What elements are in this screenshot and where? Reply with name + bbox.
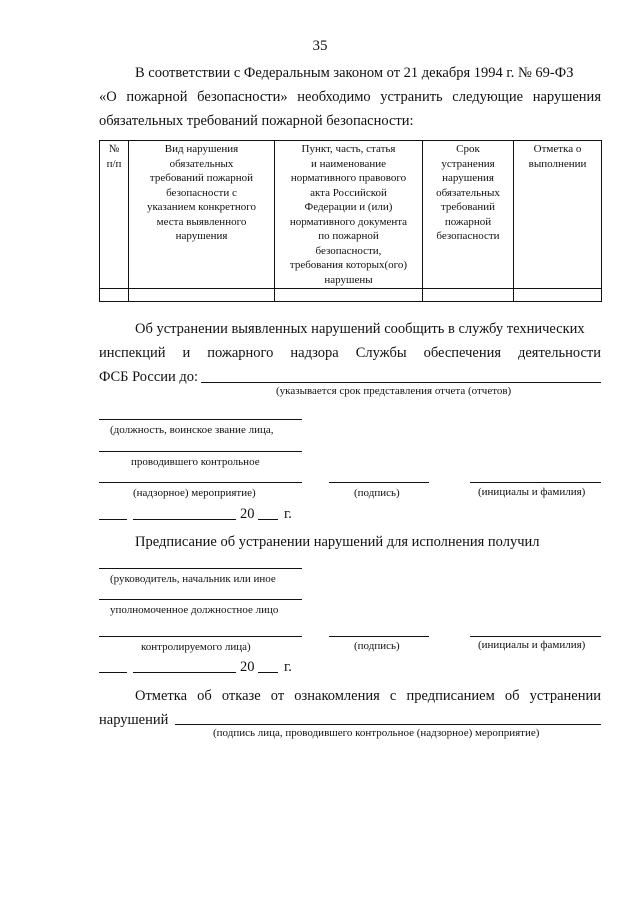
- report-deadline-caption: (указывается срок представления отчета (отчетов): [276, 385, 512, 397]
- header-violation-type: Вид нарушения обязательных требований пожарной безопасности с указанием конкретного места выявленного нарушения: [129, 141, 275, 289]
- recipient-position-field-2[interactable]: [99, 599, 302, 600]
- inspector-signature-caption: (подпись): [354, 487, 400, 499]
- refusal-line-1: Отметка об отказе от ознакомления с предписанием об устранении: [135, 688, 601, 704]
- report-line-1: Об устранении выявленных нарушений сообщить в службу технических: [135, 321, 585, 337]
- table-cell-empty[interactable]: [100, 289, 129, 302]
- table-cell-empty[interactable]: [423, 289, 514, 302]
- inspector-name-caption: (инициалы и фамилия): [478, 486, 586, 498]
- inspector-date-day-field[interactable]: [99, 519, 127, 520]
- recipient-position-field-3[interactable]: [99, 636, 302, 637]
- inspector-date-month-field[interactable]: [133, 519, 236, 520]
- recipient-date-suffix: г.: [284, 659, 292, 675]
- report-deadline-field[interactable]: [201, 382, 601, 383]
- recipient-date-month-field[interactable]: [133, 672, 236, 673]
- table-cell-empty[interactable]: [514, 289, 602, 302]
- header-completion-mark: Отметка о выполнении: [514, 141, 602, 289]
- inspector-position-field-1[interactable]: [99, 419, 302, 420]
- table-header-row: [100, 141, 602, 289]
- intro-line-3: обязательных требований пожарной безопасности:: [99, 113, 414, 129]
- recipient-date-year-field[interactable]: [258, 672, 278, 673]
- inspector-caption-1: (должность, воинское звание лица,: [110, 424, 274, 436]
- recipient-name-field[interactable]: [470, 636, 601, 637]
- inspector-signature-field[interactable]: [329, 482, 429, 483]
- inspector-date-year-field[interactable]: [258, 519, 278, 520]
- intro-line-1: В соответствии с Федеральным законом от 21 декабря 1994 г. № 69-ФЗ: [135, 65, 574, 81]
- inspector-date-suffix: г.: [284, 506, 292, 522]
- inspector-position-field-2[interactable]: [99, 451, 302, 452]
- inspector-caption-2: проводившего контрольное: [131, 456, 260, 468]
- recipient-position-field-1[interactable]: [99, 568, 302, 569]
- received-title: Предписание об устранении нарушений для исполнения получил: [135, 534, 540, 550]
- report-line-3: ФСБ России до:: [99, 369, 199, 385]
- violations-table: [99, 140, 602, 302]
- header-legal-act: Пункт, часть, статья и наименование нормативного правового акта Российской Федерации и (или) нормативного документа по пожарной безопасности, требования которых(ого) нарушены: [275, 141, 423, 289]
- inspector-caption-3: (надзорное) мероприятие): [133, 487, 256, 499]
- report-line-2: инспекций и пожарного надзора Службы обеспечения деятельности: [99, 345, 601, 361]
- table-cell-empty[interactable]: [275, 289, 423, 302]
- table-cell-empty[interactable]: [129, 289, 275, 302]
- recipient-date-year-prefix: 20: [240, 659, 255, 675]
- recipient-signature-field[interactable]: [329, 636, 429, 637]
- header-deadline: Срок устранения нарушения обязательных требований пожарной безопасности: [423, 141, 514, 289]
- recipient-signature-caption: (подпись): [354, 640, 400, 652]
- recipient-name-caption: (инициалы и фамилия): [478, 639, 586, 651]
- inspector-position-field-3[interactable]: [99, 482, 302, 483]
- recipient-caption-2: уполномоченное должностное лицо: [110, 604, 279, 616]
- inspector-name-field[interactable]: [470, 482, 601, 483]
- recipient-caption-1: (руководитель, начальник или иное: [110, 573, 276, 585]
- refusal-caption: (подпись лица, проводившего контрольное (надзорное) мероприятие): [213, 727, 540, 739]
- page-number: 35: [312, 38, 328, 54]
- refusal-signature-field[interactable]: [175, 724, 601, 725]
- inspector-date-year-prefix: 20: [240, 506, 255, 522]
- header-number: № п/п: [100, 141, 129, 289]
- table-row: [100, 289, 602, 302]
- recipient-date-day-field[interactable]: [99, 672, 127, 673]
- recipient-caption-3: контролируемого лица): [141, 641, 251, 653]
- intro-line-2: «О пожарной безопасности» необходимо устранить следующие нарушения: [99, 89, 601, 105]
- refusal-line-2: нарушений: [99, 712, 169, 728]
